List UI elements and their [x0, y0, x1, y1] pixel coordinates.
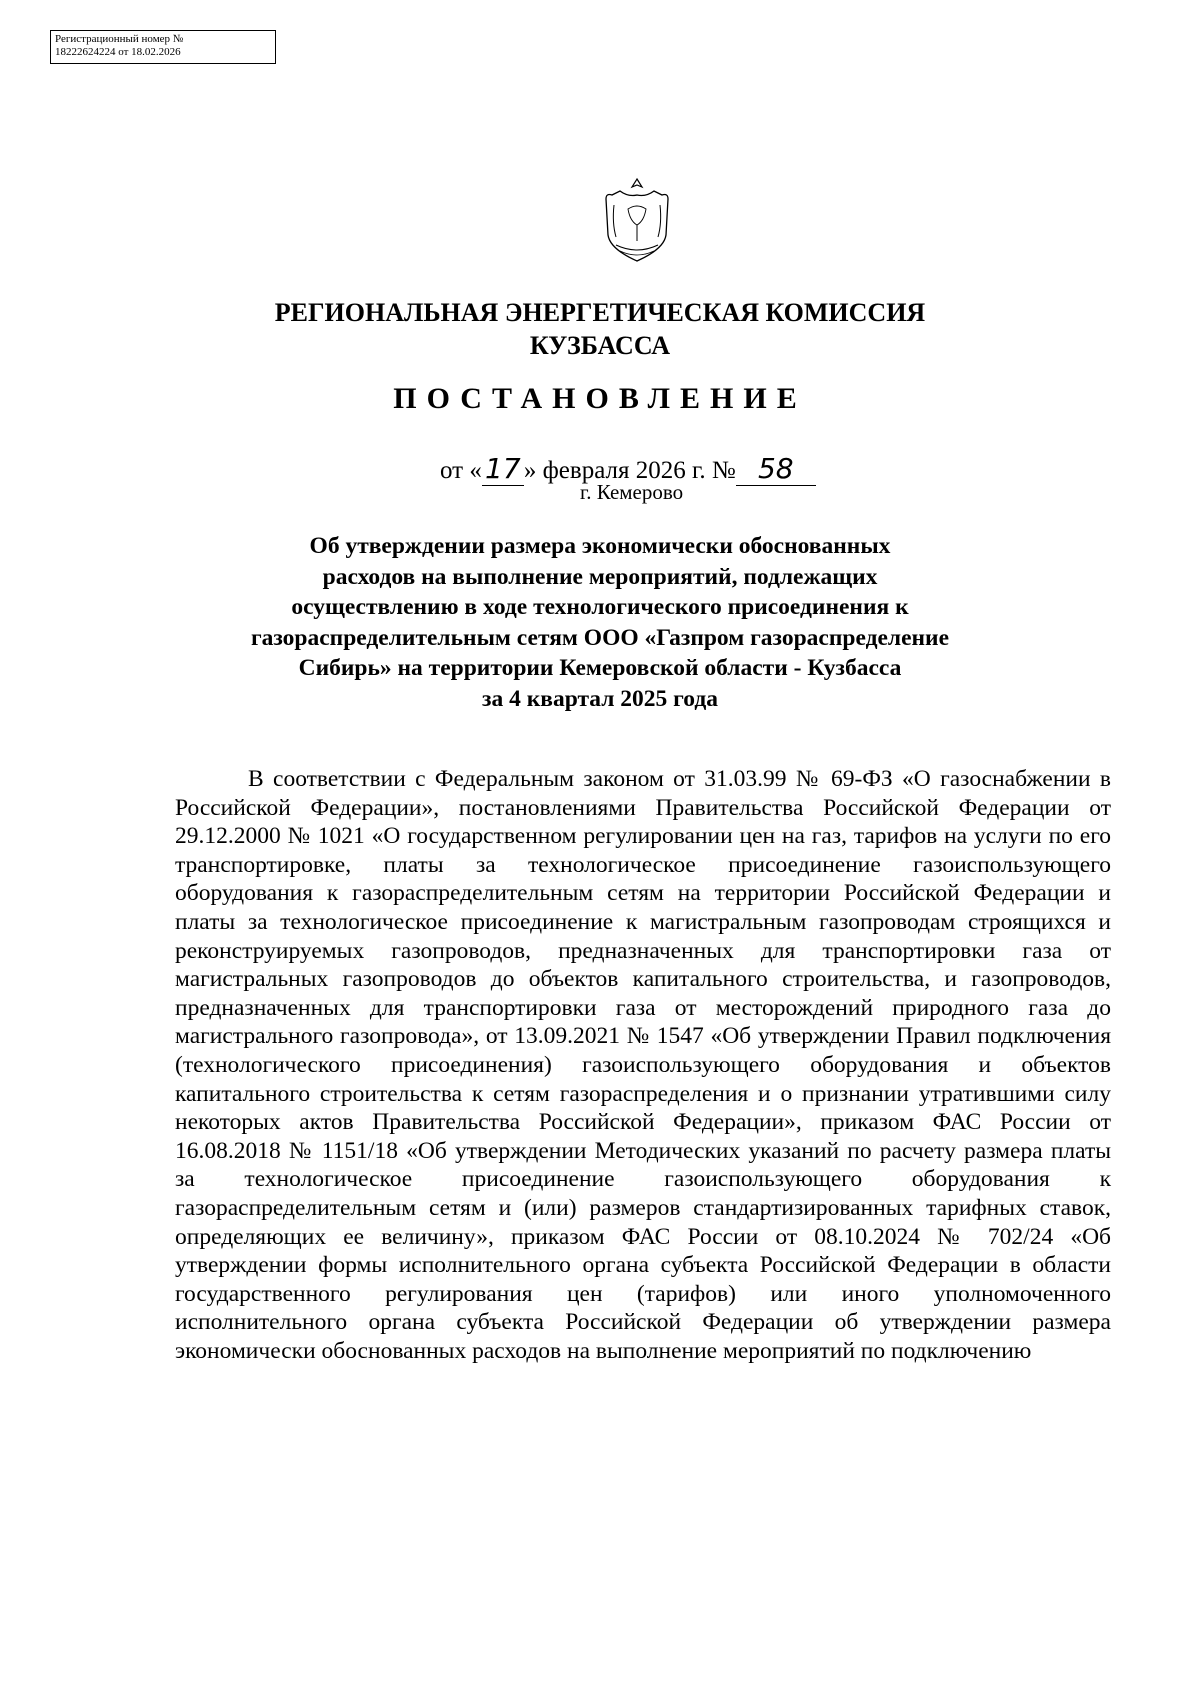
document-type: ПОСТАНОВЛЕНИЕ [393, 382, 807, 415]
subject-line: Сибирь» на территории Кемеровской области - Кузбасса [298, 655, 902, 681]
subject-line: за 4 квартал 2025 года [482, 685, 718, 712]
city: г. Кемерово [580, 480, 684, 504]
subject-line: расходов на выполнение мероприятий, подлежащих [322, 563, 878, 590]
date-prefix: от « [440, 457, 482, 484]
subject-line: газораспределительным сетям ООО «Газпром газораспределение [250, 624, 950, 651]
subject-line: Об утверждении размера экономически обоснованных [309, 533, 891, 559]
handwritten-day: 17 [482, 452, 524, 486]
registration-number: 18222624224 от 18.02.2026 [55, 46, 181, 58]
body-paragraph: В соответствии с Федеральным законом от 31.03.99 № 69-ФЗ «О газоснабжении в Российской Федерации», постановлениями Правительства Российской Федерации от 29.12.2000 № 1021 «О государственном регулировании цен на газ, тарифов на услуги по его транспортировке, платы за технологическое присоединение газоиспользующего оборудования к газораспределительным сетям на территории Российской Федерации и платы за технологическое присоединение к магистральным газопроводам строящихся и реконструируемых газопроводов, предназначенных для транспортировки газа от магистральных газопроводов до объектов капитального строительства, и газопроводов, предназначенных для транспортировки газа от месторождений природного газа до магистрального газопровода», от 13.09.2021 № 1547 «Об утверждении Правил подключения (технологического присоединения) газоиспользующего оборудования и объектов капитального строительства к сетям газораспределения и о признании утратившими силу некоторых актов Правительства Российской Федерации», приказом ФАС России от 16.08.2018 № 1151/18 «Об утверждении Методических указаний по расчету размера платы за технологическое присоединение газоиспользующего оборудования к газораспределительным сетям и (или) размеров стандартизированных тарифных ставок, определяющих ее величину», приказом ФАС России от 08.10.2024 № 702/24 «Об утверждении формы исполнительного органа субъекта Российской Федерации в области государственного регулирования цен (тарифов) или иного уполномоченного исполнительного органа субъекта Российской Федерации об утверждении размера экономически обоснованных расходов на выполнение мероприятий по подключению [175, 766, 1111, 1364]
subject-line: осуществлению в ходе технологического присоединения к [291, 594, 909, 620]
organization-line-1: РЕГИОНАЛЬНАЯ ЭНЕРГЕТИЧЕСКАЯ КОМИССИЯ [274, 298, 926, 327]
registration-stamp [50, 30, 276, 64]
document-subject [160, 531, 1040, 714]
handwritten-number: 58 [736, 452, 816, 486]
coat-of-arms-icon [598, 175, 676, 267]
date-middle: » февраля 2026 г. № [523, 457, 736, 484]
organization-name [0, 296, 1200, 362]
registration-label: Регистрационный номер № [55, 33, 184, 45]
organization-line-2: КУЗБАССА [529, 331, 671, 360]
